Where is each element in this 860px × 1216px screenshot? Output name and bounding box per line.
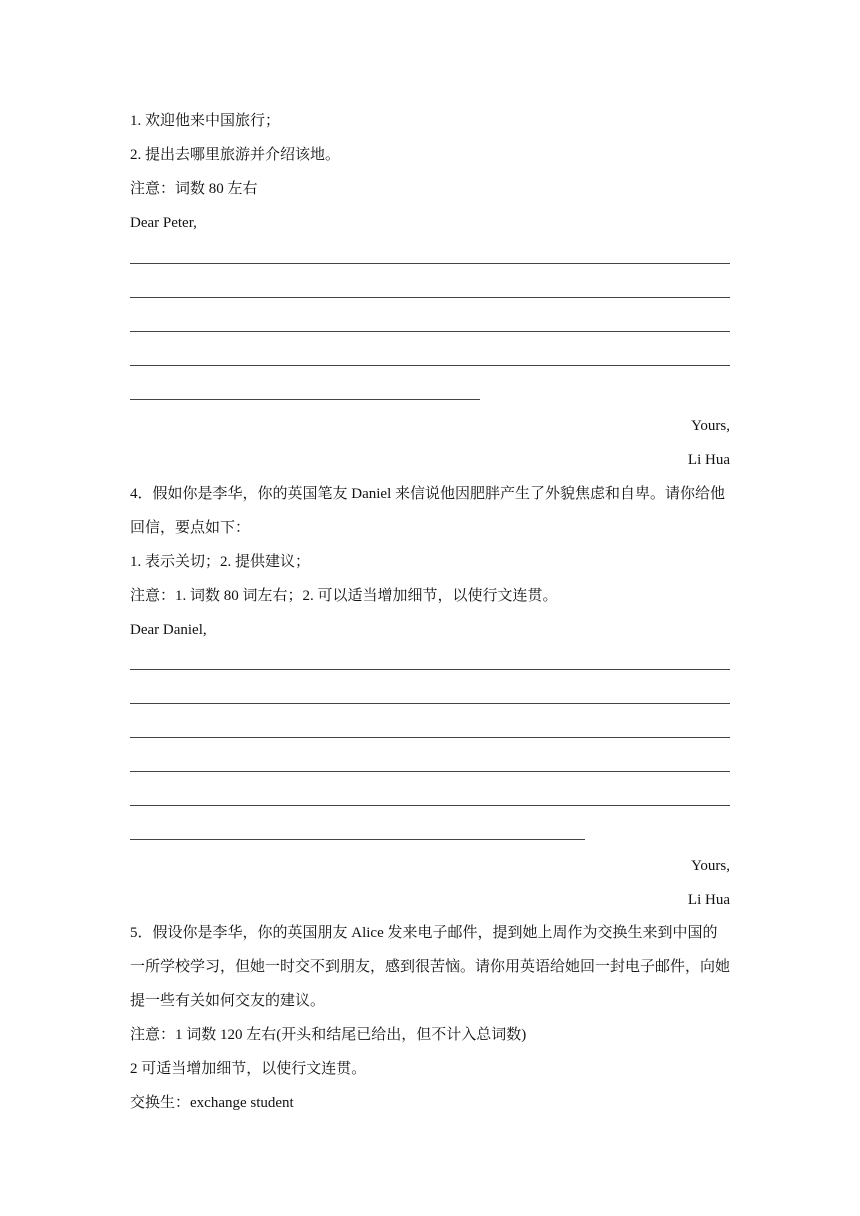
question-5-prompt-line-2: 一所学校学习，但她一时交不到朋友，感到很苦恼。请你用英语给她回一封电子邮件，向她: [130, 959, 731, 975]
answer-line-short: [130, 839, 585, 840]
letter-signature: Li Hua: [687, 892, 730, 908]
requirement-2: 2. 提出去哪里旅游并介绍该地。: [130, 147, 341, 163]
answer-line: [130, 737, 730, 738]
answer-line: [130, 805, 730, 806]
answer-line: [130, 365, 730, 366]
word-count-note: 注意：词数 80 左右: [130, 181, 258, 197]
question-5-prompt-line-1: 5．假设你是李华，你的英国朋友 Alice 发来电子邮件，提到她上周作为交换生来到中国的: [130, 925, 718, 941]
letter-greeting: Dear Daniel,: [130, 622, 207, 638]
letter-greeting: Dear Peter,: [130, 215, 197, 231]
answer-line: [130, 263, 730, 264]
answer-line: [130, 297, 730, 298]
answer-line: [130, 771, 730, 772]
question-5-note-1: 注意：1 词数 120 左右(开头和结尾已给出，但不计入总词数): [130, 1027, 527, 1043]
question-5-note-2: 2 可适当增加细节，以使行文连贯。: [130, 1061, 367, 1077]
answer-line: [130, 703, 730, 704]
answer-line: [130, 331, 730, 332]
question-4-note: 注意：1. 词数 80 词左右；2. 可以适当增加细节，以使行文连贯。: [130, 588, 558, 604]
question-5-prompt-line-3: 提一些有关如何交友的建议。: [130, 993, 326, 1009]
letter-closing: Yours,: [691, 418, 730, 434]
letter-closing: Yours,: [691, 858, 730, 874]
requirement-1: 1. 欢迎他来中国旅行；: [130, 113, 281, 129]
answer-line: [130, 669, 730, 670]
answer-line-short: [130, 399, 480, 400]
letter-signature: Li Hua: [687, 452, 730, 468]
question-4-prompt-line-1: 4．假如你是李华，你的英国笔友 Daniel 来信说他因肥胖产生了外貌焦虑和自卑。请你给他: [130, 486, 725, 502]
question-4-prompt-line-2: 回信，要点如下：: [130, 520, 251, 536]
question-4-points: 1. 表示关切；2. 提供建议；: [130, 554, 311, 570]
vocabulary-hint: 交换生：exchange student: [130, 1095, 294, 1111]
